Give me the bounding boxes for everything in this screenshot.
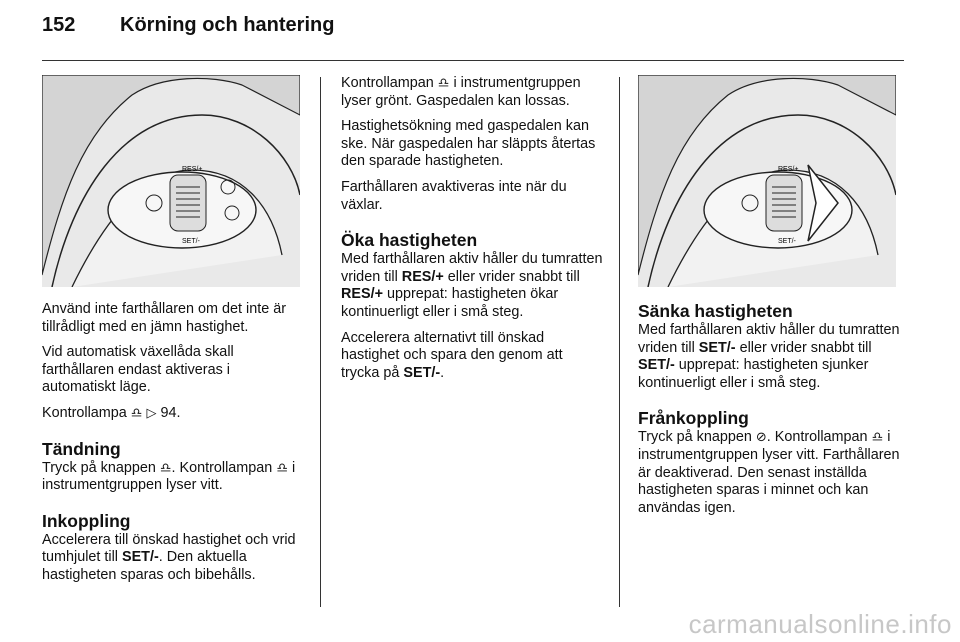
page-header — [42, 14, 334, 44]
paragraph — [341, 251, 603, 321]
cruise-control-icon: ♎ — [871, 430, 884, 446]
text: Accelerera alternativt till önskad hastighet och spara den genom att trycka på — [341, 329, 563, 381]
steering-wheel-figure-2 — [638, 75, 896, 287]
column-1 — [42, 75, 304, 593]
bold-term: SET/- — [698, 339, 736, 356]
paragraph: Hastighetsökning med gaspedalen kan ske. När gaspedalen har släppts återtas den sparade hastigheten. — [341, 118, 596, 170]
text: . Kontrollampan — [766, 429, 868, 446]
column-divider — [619, 77, 620, 607]
heading-sanka-hastigheten: Sänka hastigheten — [638, 301, 793, 321]
text: upprepat: hastigheten ökar kontinuerligt eller i små steg. — [341, 286, 559, 320]
heading-oka-hastigheten: Öka hastigheten — [341, 230, 478, 251]
paragraph — [341, 75, 603, 110]
text: . Den aktuella hastigheten sparas och bibehålls. — [42, 549, 256, 583]
text: Tryck på knappen — [42, 459, 156, 476]
bold-term: SET/- — [403, 364, 441, 381]
heading-frankoppling: Frånkoppling — [638, 408, 749, 429]
page-reference: 94. — [160, 404, 181, 421]
page-reference-icon: ▷ — [146, 405, 157, 421]
text: Kontrollampa — [42, 404, 127, 421]
bold-term: RES/+ — [401, 268, 444, 285]
res-label: RES/+ — [182, 166, 203, 173]
heading-inkoppling: Inkoppling — [42, 510, 131, 531]
column-2 — [341, 75, 603, 390]
column-divider — [320, 77, 321, 607]
text: Med farthållaren aktiv håller du tumratten vriden till — [638, 322, 900, 356]
bold-term: SET/- — [121, 549, 159, 566]
header-rule — [42, 60, 904, 61]
page-title: Körning och hantering — [120, 14, 335, 36]
bold-term: RES/+ — [341, 286, 383, 303]
watermark: carmanualsonline.info — [688, 609, 952, 639]
cruise-control-icon: ♎ — [159, 460, 172, 476]
text: eller vrider snabbt till — [739, 339, 872, 356]
set-label: SET/- — [182, 238, 200, 245]
cruise-control-icon: ♎ — [130, 405, 143, 421]
text: Kontrollampan — [341, 75, 434, 91]
paragraph: Farthållaren avaktiveras inte när du växlar. — [341, 178, 567, 213]
text: i instrumentgruppen lyser vitt. Farthållaren är deaktiverad. Den senast inställda hastigheten sparas i minnet och kan användas igen. — [638, 429, 900, 516]
column-3 — [638, 75, 900, 525]
paragraph: Vid automatisk växellåda skall farthållaren endast aktiveras i automatiskt läge. — [42, 344, 234, 396]
paragraph — [341, 330, 603, 383]
text: Accelerera till önskad hastighet och vrid tumhjulet till — [42, 531, 296, 566]
text: . Kontrollampan — [171, 459, 273, 476]
paragraph — [42, 532, 304, 585]
text: eller vrider snabbt till — [447, 268, 580, 285]
text: i instrumentgruppen lyser grönt. Gaspedalen kan lossas. — [341, 75, 581, 109]
res-label: RES/+ — [778, 166, 799, 173]
text: . — [440, 364, 445, 381]
cruise-control-icon: ♎ — [437, 76, 450, 91]
set-label: SET/- — [778, 238, 796, 245]
paragraph — [42, 460, 304, 495]
paragraph — [638, 429, 900, 517]
text: Tryck på knappen — [638, 429, 752, 446]
text: upprepat: hastigheten sjunker kontinuerligt eller i små steg. — [638, 357, 869, 391]
cruise-control-icon: ♎ — [276, 460, 288, 476]
page-number: 152 — [42, 14, 76, 36]
text: i instrumentgruppen lyser vitt. — [42, 459, 296, 494]
bold-term: SET/- — [638, 357, 675, 374]
paragraph — [638, 322, 900, 392]
paragraph — [42, 405, 304, 423]
cancel-icon: ⊘ — [755, 430, 767, 446]
text: Med farthållaren aktiv håller du tumratten vriden till — [341, 251, 603, 285]
paragraph: Använd inte farthållaren om det inte är tillrådligt med en jämn hastighet. — [42, 301, 286, 335]
heading-tandning: Tändning — [42, 438, 121, 459]
steering-wheel-figure-1 — [42, 75, 300, 287]
